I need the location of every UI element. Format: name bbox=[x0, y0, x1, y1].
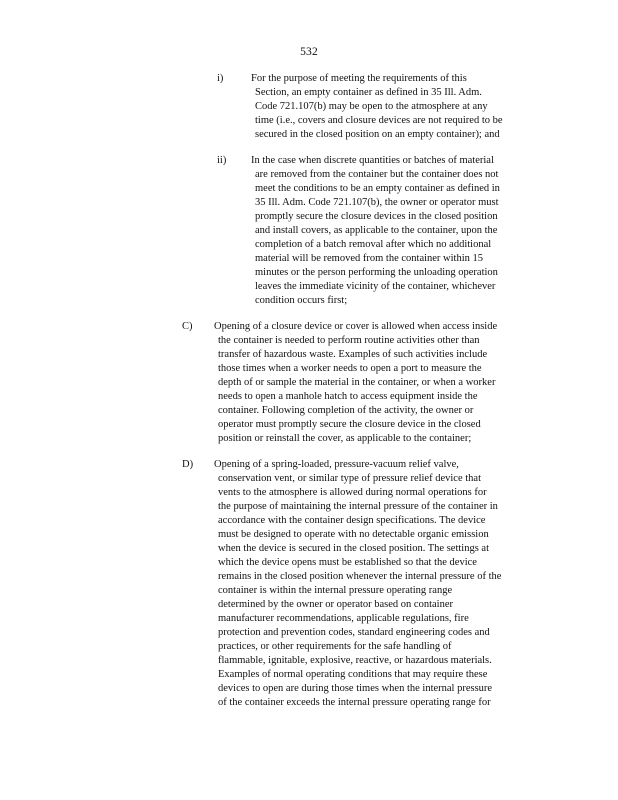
item-text-line: when the device is secured in the closed position. The settings at bbox=[218, 543, 489, 554]
item-label: ii) bbox=[217, 155, 227, 166]
item-text-line: operator must promptly secure the closure device in the closed bbox=[218, 419, 481, 430]
item-text-line: In the case when discrete quantities or batches of material bbox=[251, 155, 494, 166]
item-text-line: depth of or sample the material in the container, or when a worker bbox=[218, 377, 496, 388]
item-text-line: transfer of hazardous waste. Examples of such activities include bbox=[218, 349, 488, 360]
item-text-line: time (i.e., covers and closure devices are not required to be bbox=[255, 115, 503, 126]
item-text-line: protection and prevention codes, standard engineering codes and bbox=[218, 627, 490, 638]
list-item-c bbox=[182, 320, 497, 446]
item-text-line: secured in the closed position on an empty container); and bbox=[255, 129, 500, 140]
item-label: C) bbox=[182, 321, 193, 332]
item-text-line: Opening of a spring-loaded, pressure-vacuum relief valve, bbox=[214, 459, 459, 470]
item-text-line: devices to open are during those times when the internal pressure bbox=[218, 683, 493, 694]
item-text-line: minutes or the person performing the unloading operation bbox=[255, 267, 498, 278]
item-text-line: meet the conditions to be an empty container as defined in bbox=[255, 183, 500, 194]
list-item-i bbox=[217, 72, 503, 142]
item-text-line: manufacturer recommendations, applicable regulations, fire bbox=[218, 613, 469, 624]
item-text-line: conservation vent, or similar type of pressure relief device that bbox=[218, 473, 481, 484]
item-text-line: promptly secure the closure devices in the closed position bbox=[255, 211, 498, 222]
item-text-line: container. Following completion of the activity, the owner or bbox=[218, 405, 474, 416]
item-text-line: container is within the internal pressure operating range bbox=[218, 585, 453, 596]
item-text-line: completion of a batch removal after which no additional bbox=[255, 239, 492, 250]
item-text-line: Examples of normal operating conditions that may require these bbox=[218, 669, 488, 680]
item-text-line: position or reinstall the cover, as applicable to the container; bbox=[218, 433, 472, 444]
item-text-line: Section, an empty container as defined in 35 Ill. Adm. bbox=[255, 87, 482, 98]
item-text-line: the purpose of maintaining the internal pressure of the container in bbox=[218, 501, 498, 512]
item-text-line: are removed from the container but the container does not bbox=[255, 169, 499, 180]
item-text-line: must be designed to operate with no detectable organic emission bbox=[218, 529, 489, 540]
item-text-line: needs to open a manhole hatch to access equipment inside the bbox=[218, 391, 478, 402]
item-text-line: determined by the owner or operator based on container bbox=[218, 599, 453, 610]
item-label: i) bbox=[217, 73, 224, 84]
item-label: D) bbox=[182, 459, 194, 470]
item-text-line: material will be removed from the container within 15 bbox=[255, 253, 484, 264]
item-text-line: flammable, ignitable, explosive, reactive, or hazardous materials. bbox=[218, 655, 492, 666]
page-number: 532 bbox=[300, 46, 318, 58]
item-text-line: the container is needed to perform routine activities other than bbox=[218, 335, 480, 346]
list-item-ii bbox=[217, 154, 500, 308]
item-text-line: remains in the closed position whenever the internal pressure of the bbox=[218, 571, 502, 582]
item-text-line: those times when a worker needs to open a port to measure the bbox=[218, 363, 482, 374]
item-text-line: Opening of a closure device or cover is allowed when access inside bbox=[214, 321, 498, 332]
item-text-line: accordance with the container design specifications. The device bbox=[218, 515, 486, 526]
item-text-line: practices, or other requirements for the safe handling of bbox=[218, 641, 452, 652]
item-text-line: 35 Ill. Adm. Code 721.107(b), the owner or operator must bbox=[255, 197, 499, 208]
item-text-line: which the device opens must be established so that the device bbox=[218, 557, 477, 568]
item-text-line: Code 721.107(b) may be open to the atmosphere at any bbox=[255, 101, 488, 112]
item-text-line: vents to the atmosphere is allowed during normal operations for bbox=[218, 487, 487, 498]
item-text-line: leaves the immediate vicinity of the container, whichever bbox=[255, 281, 496, 292]
item-text-line: For the purpose of meeting the requirements of this bbox=[251, 73, 467, 84]
item-text-line: of the container exceeds the internal pressure operating range for bbox=[218, 697, 491, 708]
item-text-line: condition occurs first; bbox=[255, 295, 348, 306]
item-text-line: and install covers, as applicable to the container, upon the bbox=[255, 225, 498, 236]
list-item-d bbox=[182, 458, 501, 710]
